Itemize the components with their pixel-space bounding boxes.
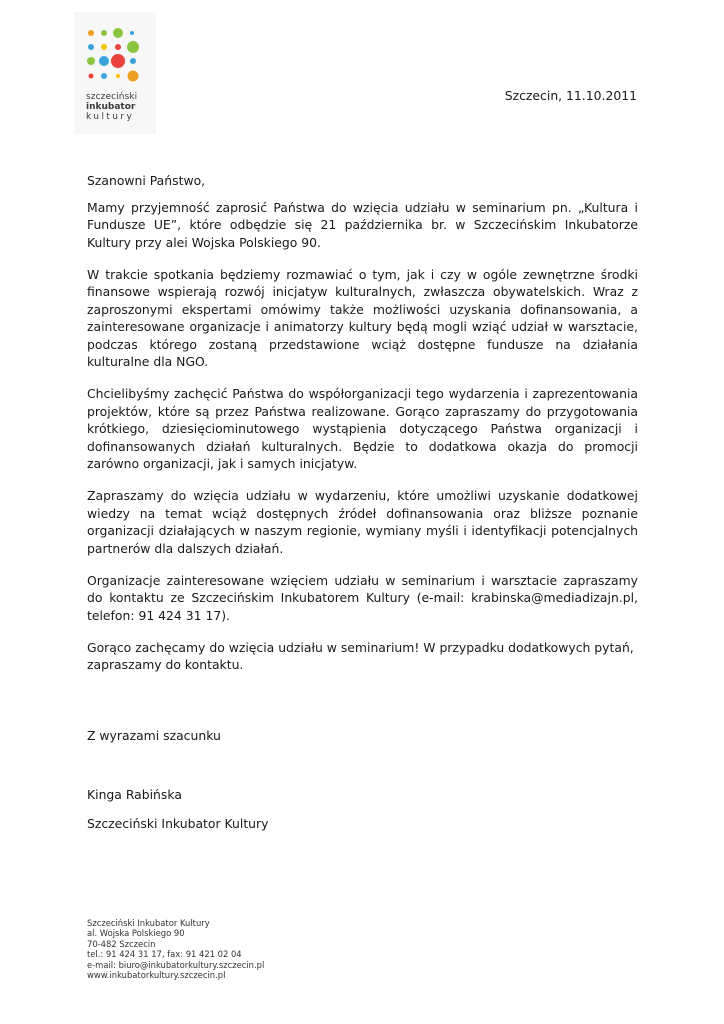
logo-dot xyxy=(88,30,94,36)
footer-line: tel.: 91 424 31 17, fax: 91 421 02 04 xyxy=(87,949,242,960)
letter-paragraph: Gorąco zachęcamy do wzięcia udziału w seminarium! W przypadku dodatkowych pytań, zapraszamy do kontaktu. xyxy=(87,639,634,672)
logo-line-3: kultury xyxy=(86,112,135,122)
footer-contact xyxy=(87,918,264,980)
logo-dot xyxy=(130,31,134,35)
footer-line: www.inkubatorkultury.szczecin.pl xyxy=(87,970,226,981)
logo-line-1: szczeciński xyxy=(86,92,138,102)
letter-body xyxy=(87,172,638,688)
footer-line: al. Wojska Polskiego 90 xyxy=(87,928,185,939)
letter-greeting: Szanowni Państwo, xyxy=(87,173,206,188)
letter-paragraph: Organizacje zainteresowane wzięciem udziału w seminarium i warsztacie zapraszamy do kontaktu ze Szczecińskim Inkubatorem Kultury (e-mail: krabinska@mediadizajn.pl, telefon: 91 424 31 17). xyxy=(87,572,638,623)
logo-line-2: inkubator xyxy=(86,102,136,112)
logo-dot xyxy=(115,44,121,50)
signer-organization: Szczeciński Inkubator Kultury xyxy=(87,816,269,831)
letter-paragraph: W trakcie spotkania będziemy rozmawiać o tym, jak i czy w ogóle zewnętrzne środki finansowe wspierają rozwój inicjatyw kulturalnych, zwłaszcza obywatelskich. Wraz z zaproszonymi ekspertami omówimy także możliwości uzyskania dofinansowania, a zainteresowane organizacje i animatorzy kultury będą mogli wziąć udział w warsztacie, podczas którego zostaną przedstawione wciąż dostępne fundusze na działania kulturalne dla NGO. xyxy=(87,266,638,369)
logo-dot xyxy=(89,74,94,79)
logo-dot xyxy=(111,54,125,68)
footer-line: 70-482 Szczecin xyxy=(87,938,156,949)
logo-dot xyxy=(116,74,120,78)
logo-dot xyxy=(101,30,107,36)
logo-dot xyxy=(101,44,107,50)
logo-dot xyxy=(127,41,139,53)
letter-closing: Z wyrazami szacunku xyxy=(87,728,221,743)
logo-dot xyxy=(128,71,139,82)
logo-dot xyxy=(130,58,136,64)
logo-dots-graphic xyxy=(86,28,146,88)
logo-dot xyxy=(99,56,109,66)
letter-date: Szczecin, 11.10.2011 xyxy=(504,88,637,103)
letter-paragraph: Mamy przyjemność zaprosić Państwa do wzięcia udziału w seminarium pn. „Kultura i Fundusze UE”, które odbędzie się 21 października br. w Szczecińskim Inkubatorze Kultury przy alei Wojska Polskiego 90. xyxy=(87,199,638,250)
footer-line: Szczeciński Inkubator Kultury xyxy=(87,918,210,928)
logo-dot xyxy=(88,44,94,50)
logo-dot xyxy=(87,57,95,65)
logo-dot xyxy=(101,73,107,79)
letter-paragraph: Zapraszamy do wzięcia udziału w wydarzeniu, które umożliwi uzyskanie dodatkowej wiedzy na temat wciąż dostępnych źródeł dofinansowania oraz bliższe poznanie organizacji działających w naszym regionie, wymiany myśli i identyfikacji potencjalnych partnerów dla dalszych działań. xyxy=(87,488,638,556)
footer-line: e-mail: biuro@inkubatorkultury.szczecin.pl xyxy=(87,959,265,970)
logo xyxy=(74,12,156,134)
logo-dot xyxy=(113,28,123,38)
logo-wordmark xyxy=(86,92,152,122)
signer-name: Kinga Rabińska xyxy=(87,787,182,802)
letter-paragraph: Chcielibyśmy zachęcić Państwa do współorganizacji tego wydarzenia i zaprezentowania projektów, które są przez Państwa realizowane. Gorąco zapraszamy do przygotowania krótkiego, dziesięciominutowego wystąpienia dotyczącego Państwa organizacji i dofinansowanych działań kulturalnych. Będzie to dodatkowa okazja do promocji zarówno organizacji, jak i samych inicjatyw. xyxy=(87,386,638,471)
